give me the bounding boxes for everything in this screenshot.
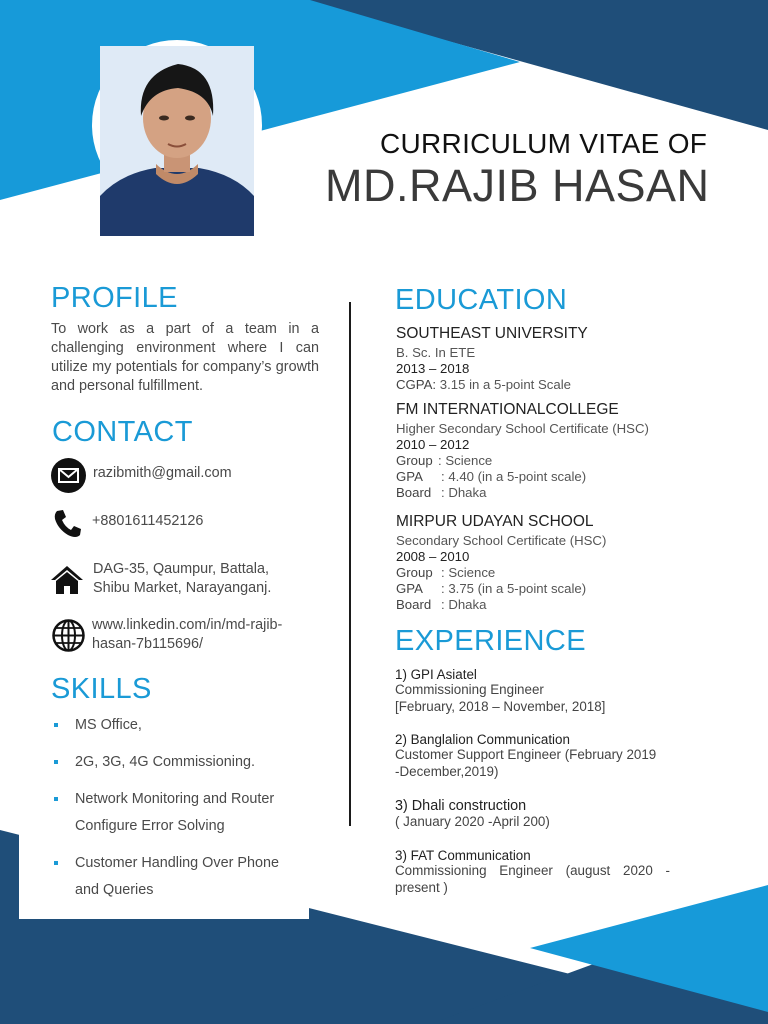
experience-title: 2) Banglalion Communication bbox=[395, 732, 570, 747]
board-value: : Dhaka bbox=[441, 485, 487, 500]
cgpa-value: 3.15 in a 5-point Scale bbox=[439, 377, 571, 392]
experience-entry bbox=[395, 848, 670, 896]
website-line-1[interactable]: www.linkedin.com/in/md-rajib- bbox=[92, 617, 283, 633]
board-row bbox=[396, 597, 606, 613]
globe-icon bbox=[51, 618, 86, 653]
bullet bbox=[54, 723, 58, 727]
group-value: : Science bbox=[438, 453, 493, 468]
skill-item bbox=[52, 712, 302, 739]
experience-heading: EXPERIENCE bbox=[395, 625, 586, 657]
contact-website[interactable] bbox=[92, 616, 282, 654]
group-value: : Science bbox=[441, 565, 496, 580]
skill-item bbox=[52, 850, 302, 904]
contact-address bbox=[93, 560, 271, 598]
group-row bbox=[396, 453, 649, 469]
profile-text: To work as a part of a team in a challenging environment where I can utilize my potentials for company’s growth and personal fulfillment. bbox=[51, 321, 319, 394]
gpa-label: GPA bbox=[396, 581, 423, 596]
experience-entry bbox=[395, 798, 670, 831]
email-icon bbox=[51, 458, 86, 493]
gpa-row bbox=[396, 581, 606, 597]
skill-label: 2G, 3G, 4G Commissioning. bbox=[75, 754, 255, 770]
experience-entry bbox=[395, 667, 670, 715]
education-entry bbox=[396, 513, 606, 613]
group-label: Group bbox=[396, 453, 433, 468]
board-row bbox=[396, 485, 649, 501]
contact-phone: +8801611452126 bbox=[92, 513, 204, 529]
experience-line: ( January 2020 -April 200) bbox=[395, 814, 550, 829]
institution-name: MIRPUR UDAYAN SCHOOL bbox=[396, 513, 594, 530]
column-divider bbox=[349, 302, 351, 826]
website-line-2[interactable]: hasan-7b115696/ bbox=[92, 636, 203, 652]
bullet bbox=[54, 797, 58, 801]
degree: Higher Secondary School Certificate (HSC) bbox=[396, 421, 649, 436]
skill-item bbox=[52, 786, 302, 840]
degree: Secondary School Certificate (HSC) bbox=[396, 533, 607, 548]
cv-subtitle: CURRICULUM VITAE OF bbox=[380, 128, 708, 159]
degree: B. Sc. In ETE bbox=[396, 345, 476, 360]
gpa-value: : 4.40 (in a 5-point scale) bbox=[441, 469, 587, 484]
group-label: Group bbox=[396, 565, 433, 580]
address-line-2: Shibu Market, Narayanganj. bbox=[93, 580, 272, 596]
experience-line: Commissioning Engineer bbox=[395, 682, 544, 697]
gpa-row bbox=[396, 469, 649, 485]
board-label: Board bbox=[396, 485, 432, 500]
contact-email[interactable]: razibmith@gmail.com bbox=[93, 465, 232, 481]
bullet bbox=[54, 760, 58, 764]
skill-label: MS Office, bbox=[75, 717, 142, 733]
institution-name: FM INTERNATIONALCOLLEGE bbox=[396, 401, 619, 418]
group-row bbox=[396, 565, 606, 581]
experience-line: [February, 2018 – November, 2018] bbox=[395, 698, 606, 714]
experience-title: 3) FAT Communication bbox=[395, 848, 531, 863]
home-icon bbox=[49, 562, 85, 598]
cgpa-row bbox=[396, 377, 588, 393]
education-entry bbox=[396, 401, 649, 501]
skills-heading: SKILLS bbox=[51, 673, 152, 705]
skill-label: Network Monitoring and Router Configure Error Solving bbox=[75, 791, 275, 834]
contact-heading: CONTACT bbox=[52, 416, 193, 448]
profile-photo bbox=[100, 46, 254, 236]
phone-icon bbox=[50, 505, 86, 541]
years: 2008 – 2010 bbox=[396, 549, 470, 564]
skill-label: Customer Handling Over Phone and Queries bbox=[75, 855, 279, 898]
profile-heading: PROFILE bbox=[51, 282, 178, 314]
institution-name: SOUTHEAST UNIVERSITY bbox=[396, 325, 588, 342]
board-label: Board bbox=[396, 597, 432, 612]
gpa-value: : 3.75 (in a 5-point scale) bbox=[441, 581, 587, 596]
cgpa-label: CGPA: bbox=[396, 377, 437, 392]
experience-line: -December,2019) bbox=[395, 763, 499, 779]
experience-entry bbox=[395, 732, 670, 780]
years: 2013 – 2018 bbox=[396, 361, 470, 376]
skills-list bbox=[52, 712, 302, 914]
candidate-name: MD.RAJIB HASAN bbox=[325, 160, 710, 211]
years: 2010 – 2012 bbox=[396, 437, 470, 452]
experience-title: 1) GPI Asiatel bbox=[395, 667, 477, 682]
gpa-label: GPA bbox=[396, 469, 423, 484]
education-entry bbox=[396, 325, 588, 393]
bullet bbox=[54, 861, 58, 865]
experience-line: Customer Support Engineer (February 2019 bbox=[395, 747, 657, 762]
address-line-1: DAG-35, Qaumpur, Battala, bbox=[93, 561, 269, 577]
board-value: : Dhaka bbox=[441, 597, 487, 612]
skill-item bbox=[52, 749, 302, 776]
experience-title: 3) Dhali construction bbox=[395, 798, 527, 814]
experience-line: Commissioning Engineer (august 2020 - present ) bbox=[395, 863, 670, 895]
education-heading: EDUCATION bbox=[395, 284, 568, 316]
